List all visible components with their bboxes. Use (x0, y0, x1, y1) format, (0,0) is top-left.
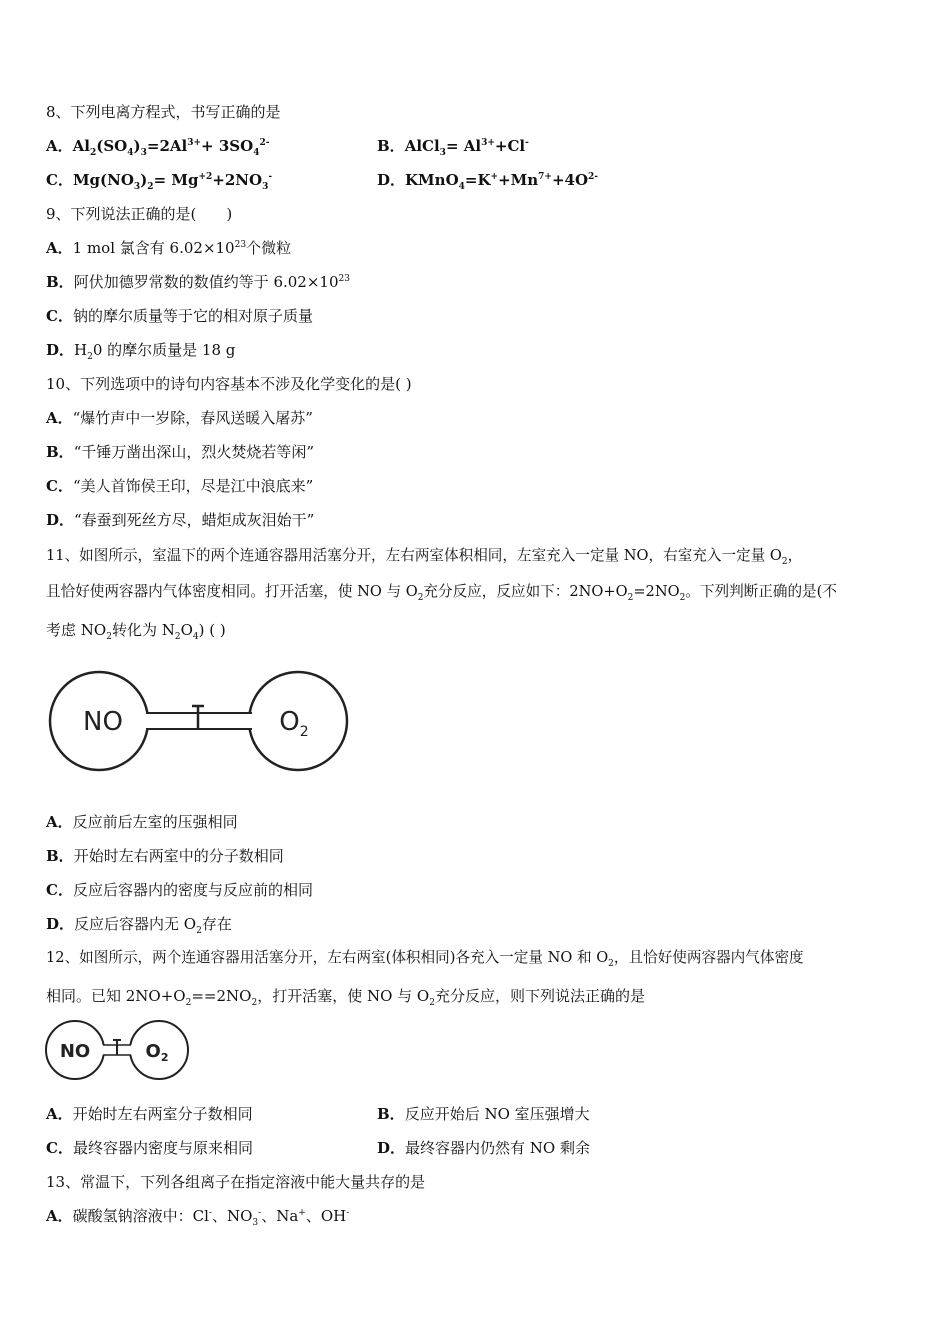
q12-option-c[interactable]: C．最终容器内密度与原来相同 (46, 1139, 253, 1157)
right-label: $O_2$ (279, 707, 309, 740)
q10-option-b[interactable]: B．“千锤万凿出深山，烈火焚烧若等闲” (46, 443, 315, 461)
q11-option-c[interactable]: C．反应后容器内的密度与反应前的相同 (46, 881, 313, 899)
q11-option-b[interactable]: B．开始时左右两室中的分子数相同 (46, 847, 284, 865)
q9-option-a[interactable]: A．1 mol 氯含有 $6.02\times 10^{23}$个微粒 (46, 239, 292, 257)
q8-option-d[interactable]: D．$KMnO_4=K^++Mn^{7+}+4O^{2-}$ (377, 171, 599, 192)
q13-stem: 13、常温下，下列各组离子在指定溶液中能大量共存的是 (46, 1173, 426, 1191)
q9-option-b[interactable]: B．阿伏加德罗常数的数值约等于 $6.02\times 10^{23}$ (46, 273, 350, 291)
q11-option-a[interactable]: A．反应前后左室的压强相同 (46, 813, 238, 831)
q8-option-a[interactable]: A．$Al_2(SO_4)_3=2Al^{3+}+ 3SO_4^{2-}$ (46, 137, 270, 158)
q10-stem: 10、下列选项中的诗句内容基本不涉及化学变化的是( ) (46, 375, 412, 393)
q11-container-diagram (48, 666, 350, 776)
right-label: $O_2$ (145, 1041, 169, 1064)
left-label: NO (83, 707, 123, 737)
q9-option-c[interactable]: C．钠的摩尔质量等于它的相对原子质量 (46, 307, 313, 325)
q9-stem: 9、下列说法正确的是( ) (46, 205, 233, 223)
q12-option-b[interactable]: B．反应开始后 NO 室压强增大 (377, 1105, 590, 1123)
q11-option-d[interactable]: D．反应后容器内无 $O_2$存在 (46, 915, 232, 936)
q9-option-d[interactable]: D．$H_20$ 的摩尔质量是 18 g (46, 341, 236, 362)
q12-container-diagram (44, 1016, 190, 1084)
q11-stem-line2: 且恰好使两容器内气体密度相同。打开活塞，使 NO 与 $O_2$充分反应，反应如下：$2NO+O_2=2NO_2$。下列判断正确的是(不 (46, 583, 837, 603)
q12-option-a[interactable]: A．开始时左右两室分子数相同 (46, 1105, 253, 1123)
q10-option-a[interactable]: A．“爆竹声中一岁除，春风送暖入屠苏” (46, 409, 313, 427)
q8-stem: 8、下列电离方程式，书写正确的是 (46, 103, 281, 121)
q10-option-c[interactable]: C．“美人首饰侯王印，尽是江中浪底来” (46, 477, 314, 495)
q11-stem-line1: 11、如图所示，室温下的两个连通容器用活塞分开，左右两室体积相同，左室充入一定量 NO，右室充入一定量 $O_2$， (46, 547, 803, 567)
q12-option-d[interactable]: D．最终容器内仍然有 NO 剩余 (377, 1139, 590, 1157)
q12-stem-line1: 12、如图所示，两个连通容器用活塞分开，左右两室(体积相同)各充入一定量 NO 和 $O_2$，且恰好使两容器内气体密度 (46, 949, 804, 969)
q12-stem-line2: 相同。已知 $2NO+O_2==2NO_2$，打开活塞，使 NO 与 $O_2$充分反应，则下列说法正确的是 (46, 987, 645, 1008)
left-label: NO (59, 1041, 91, 1062)
q11-stem-line3: 考虑 $NO_2$转化为 $N_2O_4$) ( ) (46, 621, 226, 642)
q10-option-d[interactable]: D．“春蚕到死丝方尽，蜡炬成灰泪始干” (46, 511, 315, 529)
q13-option-a[interactable]: A．碳酸氢钠溶液中：Cl-、$NO_3^-$、Na+、OH- (46, 1207, 350, 1228)
q8-option-c[interactable]: C．$Mg(NO_3)_2= Mg^{+2}+2NO_3^-$ (46, 171, 273, 192)
q8-option-b[interactable]: B．AlCl$_3$= $Al^{3+}+Cl^-$ (377, 137, 529, 158)
